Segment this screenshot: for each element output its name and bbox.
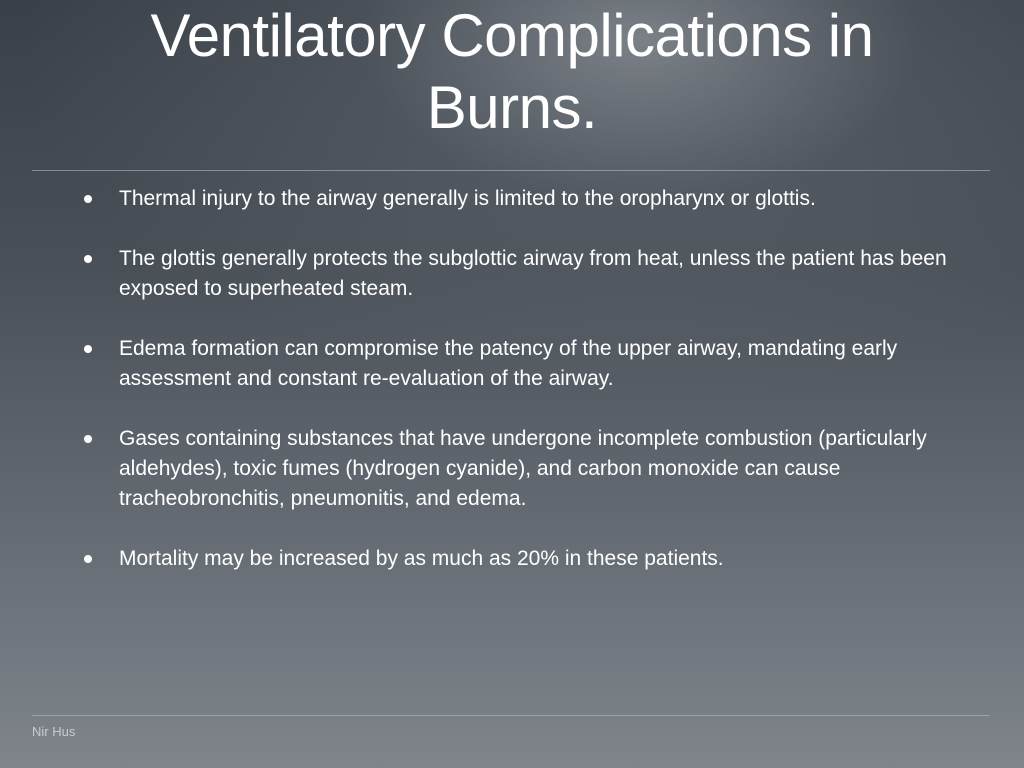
bullet-text: Mortality may be increased by as much as 20% in these patients. [119, 547, 724, 570]
bullet-list [80, 184, 960, 604]
bullet-text: The glottis generally protects the subglottic airway from heat, unless the patient has been exposed to superheated steam. [119, 247, 947, 300]
slide-title: Ventilatory Complications in Burns. [150, 2, 874, 141]
bullet-dot-icon [84, 435, 92, 443]
footer-divider [32, 715, 990, 716]
bullet-item [80, 184, 960, 214]
title-divider [32, 170, 990, 171]
bullet-item [80, 544, 960, 574]
bullet-item [80, 334, 960, 394]
bullet-dot-icon [84, 195, 92, 203]
bullet-item [80, 424, 960, 514]
bullet-dot-icon [84, 555, 92, 563]
bullet-dot-icon [84, 255, 92, 263]
footer-author: Nir Hus [32, 724, 76, 739]
bullet-dot-icon [84, 345, 92, 353]
bullet-text: Edema formation can compromise the patency of the upper airway, mandating early assessment and constant re-evaluation of the airway. [119, 337, 898, 390]
bullet-text: Thermal injury to the airway generally is limited to the oropharynx or glottis. [119, 187, 816, 210]
bullet-text: Gases containing substances that have undergone incomplete combustion (particularly aldehydes), toxic fumes (hydrogen cyanide), and carbon monoxide can cause tracheobronchitis, pneumonitis, and edema. [119, 427, 927, 510]
bullet-item [80, 244, 960, 304]
